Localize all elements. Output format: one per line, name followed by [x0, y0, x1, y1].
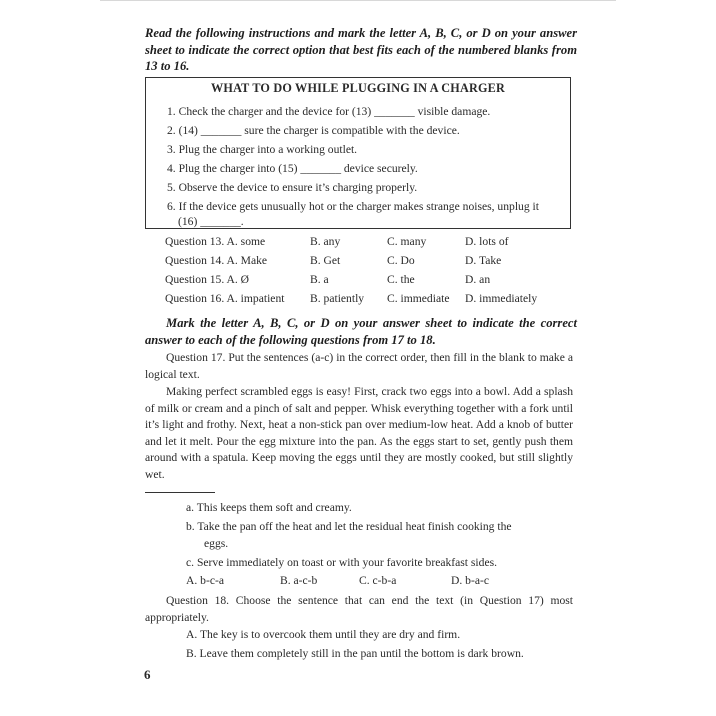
question-14-option-d: D. Take: [465, 254, 502, 267]
box-title: WHAT TO DO WHILE PLUGGING IN A CHARGER: [211, 81, 505, 95]
sentence-b-line-2: eggs.: [204, 537, 229, 550]
answer-blank: [145, 492, 215, 493]
step-6-text: 6. If the device gets unusually hot or the charger makes strange noises, unplug it (16) _______.: [167, 200, 539, 228]
question-17-prompt: Question 17. Put the sentences (a-c) in the correct order, then fill in the blank to make a logical text.: [145, 351, 573, 381]
question-16-label: Question 16. A. impatient: [165, 292, 285, 305]
question-14-option-b: B. Get: [310, 254, 341, 267]
question-17-option-d: D. b-a-c: [451, 574, 489, 587]
question-15-option-b: B. a: [310, 273, 329, 286]
question-17-option-a: A. b-c-a: [186, 574, 224, 587]
step-2: 2. (14) _______ sure the charger is compatible with the device.: [167, 124, 460, 137]
question-13-label: Question 13. A. some: [165, 235, 266, 248]
question-14-option-c: C. Do: [387, 254, 415, 267]
sentence-b-line-1: b. Take the pan off the heat and let the residual heat finish cooking the: [186, 520, 512, 533]
question-18-option-b: B. Leave them completely still in the pan until the bottom is dark brown.: [186, 647, 524, 660]
step-6: [167, 199, 559, 229]
question-13-option-b: B. any: [310, 235, 341, 248]
question-17-option-c: C. c-b-a: [359, 574, 397, 587]
top-rule: [100, 0, 616, 1]
question-17-passage: Making perfect scrambled eggs is easy! First, crack two eggs into a bowl. Add a splash of milk or cream and a pinch of salt and pepper. Whisk everything together with a fork until it’s light and frothy. Next, heat a non-stick pan over medium-low heat. Add a knob of butter and let it melt. Pour the egg mixture into the pan. As the eggs start to set, gently push them around with a spatula. Keep moving the eggs until they are mostly cooked, but still slightly wet.: [145, 385, 573, 481]
question-18-option-a: A. The key is to overcook them until they are dry and firm.: [186, 628, 461, 641]
question-15-option-c: C. the: [387, 273, 415, 286]
question-14-label: Question 14. A. Make: [165, 254, 268, 267]
instruction-13-16: Read the following instructions and mark the letter A, B, C, or D on your answer sheet to indicate the correct option that best fits each of the numbered blanks from 13 to 16.: [145, 26, 577, 73]
sentence-c: c. Serve immediately on toast or with your favorite breakfast sides.: [186, 556, 498, 569]
question-15-label: Question 15. A. Ø: [165, 273, 250, 286]
step-4: 4. Plug the charger into (15) _______ device securely.: [167, 162, 418, 175]
step-1: 1. Check the charger and the device for (13) _______ visible damage.: [167, 105, 491, 118]
question-16-option-b: B. patiently: [310, 292, 365, 305]
step-5: 5. Observe the device to ensure it’s charging properly.: [167, 181, 418, 194]
question-17-option-b: B. a-c-b: [280, 574, 318, 587]
question-18-prompt: Question 18. Choose the sentence that can end the text (in Question 17) most appropriately.: [145, 594, 573, 624]
question-13-option-d: D. lots of: [465, 235, 509, 248]
sentence-a: a. This keeps them soft and creamy.: [186, 501, 352, 514]
instruction-17-18: Mark the letter A, B, C, or D on your answer sheet to indicate the correct answer to each of the following questions from 17 to 18.: [145, 316, 577, 347]
step-3: 3. Plug the charger into a working outlet.: [167, 143, 358, 156]
page-number: 6: [144, 667, 151, 682]
question-13-option-c: C. many: [387, 235, 427, 248]
question-16-option-c: C. immediate: [387, 292, 450, 305]
question-16-option-d: D. immediately: [465, 292, 538, 305]
question-15-option-d: D. an: [465, 273, 491, 286]
charger-instructions-box: [145, 77, 571, 229]
